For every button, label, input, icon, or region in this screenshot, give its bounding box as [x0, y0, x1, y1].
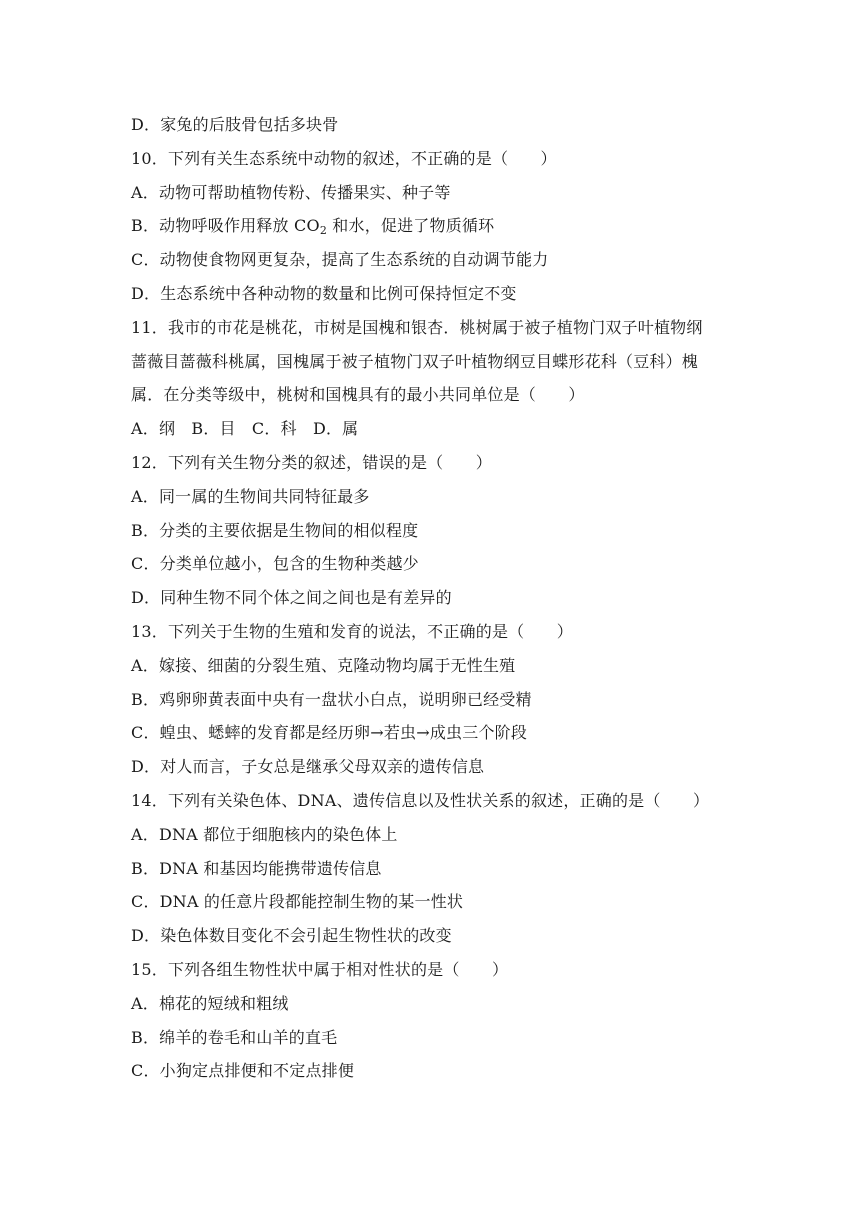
q14-option-d: D．染色体数目变化不会引起生物性状的改变	[131, 926, 452, 946]
q10-option-b-prefix: B．动物呼吸作用释放 CO	[131, 216, 320, 236]
q10-option-b	[131, 209, 741, 243]
q9-option-d: D．家兔的后肢骨包括多块骨	[131, 115, 339, 134]
q13-option-d: D．对人而言，子女总是继承父母双亲的遗传信息	[131, 757, 485, 777]
q14-option-c: C．DNA 的任意片段都能控制生物的某一性状	[131, 892, 464, 912]
q15-option-a: A．棉花的短绒和粗绒	[131, 993, 289, 1013]
q10-option-b-suffix: 和水，促进了物质循环	[327, 216, 495, 236]
q10-option-d: D．生态系统中各种动物的数量和比例可保持恒定不变	[131, 283, 517, 303]
q14-option-b: B．DNA 和基因均能携带遗传信息	[131, 858, 382, 878]
q10-option-a: A．动物可帮助植物传粉、传播果实、种子等	[131, 182, 451, 202]
q11-options: A．纲 B．目 C．科 D．属	[131, 419, 359, 439]
q11-stem-line-2: 蔷薇目蔷薇科桃属，国槐属于被子植物门双子叶植物纲豆目蝶形花科（豆科）槐	[131, 351, 699, 371]
q12-option-b: B．分类的主要依据是生物间的相似程度	[131, 520, 419, 540]
q12-option-c: C．分类单位越小，包含的生物种类越少	[131, 554, 419, 574]
q10-option-c: C．动物使食物网更复杂，提高了生态系统的自动调节能力	[131, 250, 549, 270]
q12-option-a: A．同一属的生物间共同特征最多	[131, 486, 370, 506]
q13-option-c: C．蝗虫、蟋蟀的发育都是经历卵→若虫→成虫三个阶段	[131, 723, 528, 743]
q10-stem: 10．下列有关生态系统中动物的叙述，不正确的是（ ）	[131, 148, 557, 168]
q15-option-c: C．小狗定点排便和不定点排便	[131, 1061, 355, 1081]
q13-option-a: A．嫁接、细菌的分裂生殖、克隆动物均属于无性生殖	[131, 655, 516, 675]
exam-page	[131, 108, 741, 1088]
q15-stem: 15．下列各组生物性状中属于相对性状的是（ ）	[131, 959, 509, 979]
q14-option-a: A．DNA 都位于细胞核内的染色体上	[131, 824, 398, 844]
q14-stem: 14．下列有关染色体、DNA、遗传信息以及性状关系的叙述，正确的是（ ）	[131, 790, 710, 810]
q13-stem: 13．下列关于生物的生殖和发育的说法，不正确的是（ ）	[131, 621, 573, 641]
q11-stem-line-1: 11．我市的市花是桃花，市树是国槐和银杏．桃树属于被子植物门双子叶植物纲	[131, 317, 703, 337]
q12-option-d: D．同种生物不同个体之间之间也是有差异的	[131, 588, 452, 608]
q12-stem: 12．下列有关生物分类的叙述，错误的是（ ）	[131, 452, 492, 472]
co2-subscript: 2	[319, 224, 328, 238]
q15-option-b: B．绵羊的卷毛和山羊的直毛	[131, 1027, 338, 1047]
q11-stem-line-3: 属．在分类等级中，桃树和国槐具有的最小共同单位是（ ）	[131, 385, 585, 405]
q13-option-b: B．鸡卵卵黄表面中央有一盘状小白点，说明卵已经受精	[131, 689, 532, 709]
